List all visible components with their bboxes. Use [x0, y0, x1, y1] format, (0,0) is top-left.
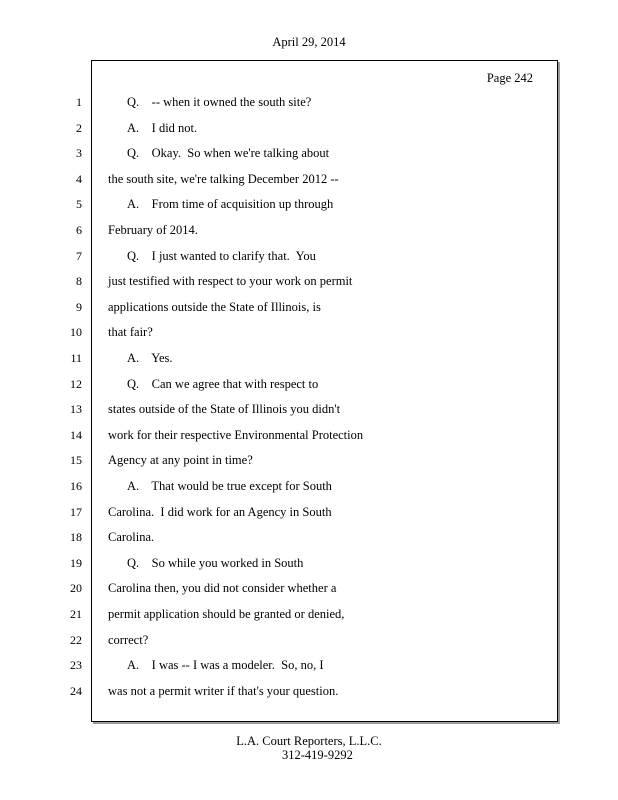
line-number: 10	[70, 325, 82, 339]
reporter-phone: 312-419-9292	[282, 748, 353, 762]
line-number: 5	[76, 197, 82, 211]
line-text: work for their respective Environmental Protection	[108, 428, 364, 442]
line-number: 16	[70, 479, 82, 493]
line-number: 20	[70, 581, 82, 595]
line-text: Carolina.	[108, 530, 155, 544]
line-text: Carolina. I did work for an Agency in South	[108, 505, 332, 519]
reporter-company: L.A. Court Reporters, L.L.C.	[236, 734, 382, 748]
line-text: A. I was -- I was a modeler. So, no, I	[127, 658, 324, 672]
line-text: Q. -- when it owned the south site?	[127, 95, 312, 109]
line-number: 17	[70, 505, 82, 519]
line-number: 12	[70, 377, 82, 391]
page-number: Page 242	[486, 71, 533, 85]
line-text: was not a permit writer if that's your question.	[108, 684, 339, 698]
line-text: that fair?	[108, 325, 153, 339]
line-number: 8	[76, 274, 82, 288]
line-text: February of 2014.	[108, 223, 198, 237]
line-text: the south site, we're talking December 2012 --	[108, 172, 339, 186]
line-text: Q. Okay. So when we're talking about	[127, 146, 330, 160]
line-number: 11	[70, 351, 82, 365]
line-number: 7	[76, 249, 82, 263]
line-number: 1	[76, 95, 82, 109]
line-number: 9	[76, 300, 82, 314]
line-text: A. That would be true except for South	[127, 479, 332, 493]
line-number: 24	[70, 684, 82, 698]
line-number: 3	[76, 146, 82, 160]
line-text: correct?	[108, 633, 149, 647]
line-text: permit application should be granted or denied,	[108, 607, 345, 621]
line-text: just testified with respect to your work on permit	[108, 274, 353, 288]
line-number: 19	[70, 556, 82, 570]
line-number: 2	[76, 121, 82, 135]
line-number: 13	[70, 402, 82, 416]
line-number: 14	[70, 428, 82, 442]
line-text: Q. Can we agree that with respect to	[127, 377, 319, 391]
line-number: 18	[70, 530, 82, 544]
line-text: Q. I just wanted to clarify that. You	[127, 249, 316, 263]
line-number: 23	[70, 658, 82, 672]
line-number: 21	[70, 607, 82, 621]
line-text: Agency at any point in time?	[108, 453, 253, 467]
line-text: A. I did not.	[127, 121, 198, 135]
line-number: 4	[76, 172, 82, 186]
line-text: applications outside the State of Illinois, is	[108, 300, 321, 314]
line-text: Q. So while you worked in South	[127, 556, 304, 570]
line-text: states outside of the State of Illinois you didn't	[108, 402, 341, 416]
transcript-date: April 29, 2014	[272, 35, 346, 49]
line-number: 15	[70, 453, 82, 467]
line-number: 22	[70, 633, 82, 647]
line-text: A. Yes.	[127, 351, 173, 365]
line-text: Carolina then, you did not consider whether a	[108, 581, 337, 595]
line-text: A. From time of acquisition up through	[127, 197, 334, 211]
line-number: 6	[76, 223, 82, 237]
